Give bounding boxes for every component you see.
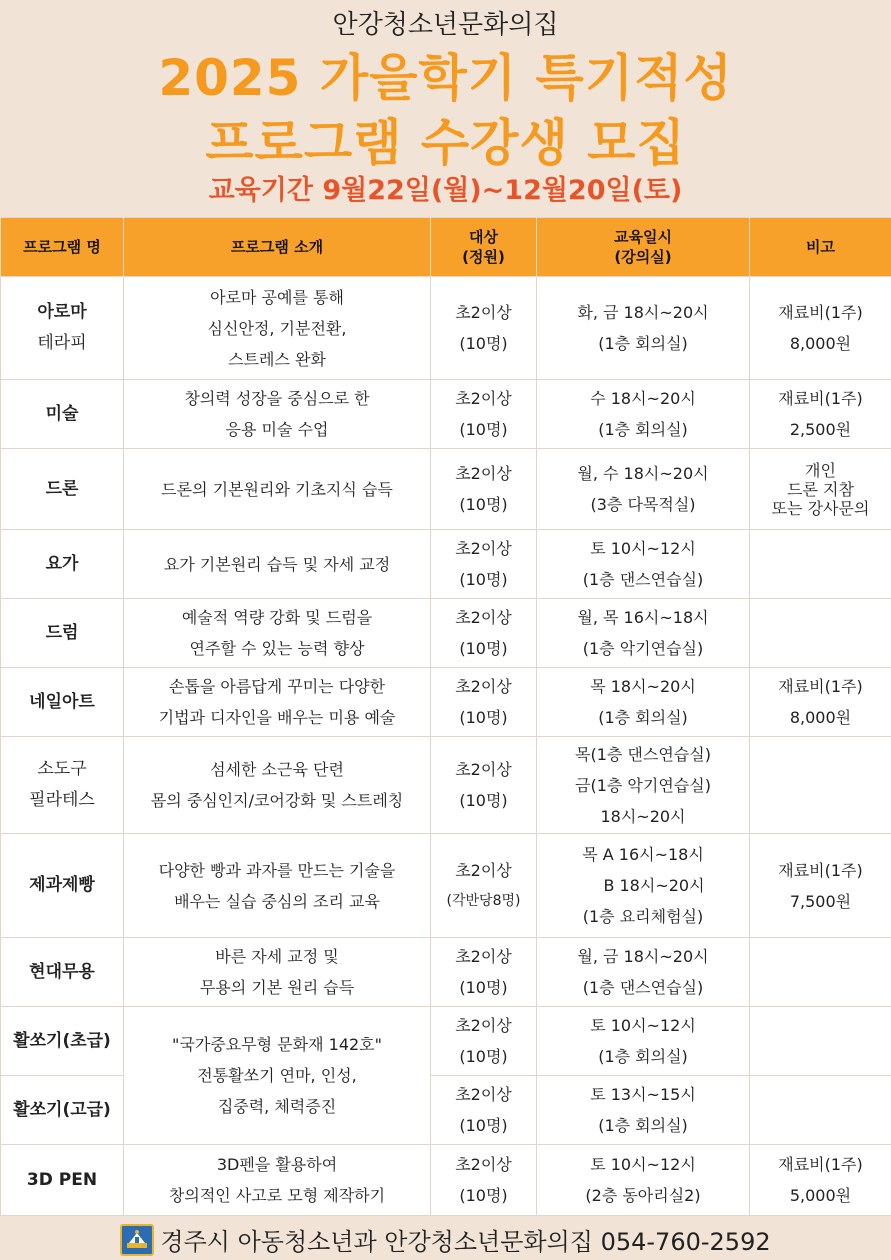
program-name-cell (1, 938, 124, 1007)
program-desc-cell (124, 668, 431, 737)
header-schedule (537, 218, 750, 277)
desc-line: 전통활쏘기 연마, 인성, (197, 1066, 357, 1085)
schedule-room: (1층 회의실) (598, 334, 688, 353)
program-table (0, 217, 891, 1216)
table-row (1, 1007, 891, 1076)
note-cell (750, 938, 891, 1007)
program-name-cell (1, 530, 124, 599)
target-cell (431, 938, 537, 1007)
footer-contact-text: 경주시 아동청소년과 안강청소년문화의집 054-760-2592 (160, 1228, 771, 1256)
program-name-cell (1, 737, 124, 834)
table-header-row (1, 218, 891, 277)
target-grade: 초2이상 (455, 677, 512, 696)
schedule-cell (537, 1007, 750, 1076)
program-desc-cell (124, 834, 431, 938)
program-table-container (0, 217, 891, 1216)
target-grade: 초2이상 (455, 464, 512, 483)
target-grade: 초2이상 (455, 760, 512, 779)
poster-title-line1: 2025 가을학기 특기적성 (158, 49, 733, 107)
target-cell (431, 1076, 537, 1145)
table-row (1, 449, 891, 530)
program-name-cell (1, 834, 124, 938)
table-row (1, 834, 891, 938)
schedule-time: 목 18시~20시 (590, 677, 696, 696)
desc-line: 3D펜을 활용하여 (216, 1155, 338, 1174)
note-line: 7,500원 (789, 891, 852, 911)
schedule-room: (1층 회의실) (598, 708, 688, 727)
target-grade: 초2이상 (455, 947, 512, 966)
schedule-day-room: 금(1층 악기연습실) (575, 775, 711, 795)
program-name: 드럼 (45, 622, 79, 643)
desc-line: 창의력 성장을 중심으로 한 (184, 389, 370, 408)
program-name-sub: 필라테스 (29, 790, 95, 810)
note-line: 개인 (805, 460, 836, 480)
table-row (1, 599, 891, 668)
note-line: 2,500원 (789, 420, 852, 439)
schedule-cell (537, 1145, 750, 1216)
schedule-room: (1층 회의실) (598, 420, 688, 439)
desc-line: 아로마 공예를 통해 (210, 287, 344, 307)
target-grade: 초2이상 (455, 860, 512, 880)
header-schedule-line1: 교육일시 (614, 228, 672, 246)
program-desc-cell (124, 530, 431, 599)
desc-line: 손톱을 아름답게 꾸미는 다양한 (168, 677, 386, 696)
target-cell (431, 449, 537, 530)
table-row (1, 380, 891, 449)
note-cell (750, 1007, 891, 1076)
schedule-cell (537, 599, 750, 668)
target-capacity: (10명) (459, 1047, 508, 1066)
program-name-cell (1, 449, 124, 530)
table-row (1, 737, 891, 834)
program-name-cell (1, 380, 124, 449)
note-cell (750, 599, 891, 668)
program-desc-cell (124, 1145, 431, 1216)
note-cell (750, 668, 891, 737)
note-cell (750, 277, 891, 380)
target-cell (431, 380, 537, 449)
schedule-time: 토 10시~12시 (590, 1016, 696, 1035)
note-line: 재료비(1주) (778, 303, 863, 322)
target-grade: 초2이상 (455, 608, 512, 627)
desc-line: 몸의 중심인지/코어강화 및 스트레칭 (150, 791, 404, 810)
note-line: 5,000원 (789, 1186, 852, 1205)
target-grade: 초2이상 (455, 1016, 512, 1035)
schedule-cell (537, 737, 750, 834)
note-line: 재료비(1주) (778, 389, 863, 408)
target-cell (431, 1007, 537, 1076)
program-desc-cell (124, 599, 431, 668)
note-line: 또는 강사문의 (771, 498, 870, 518)
schedule-time: 18시~20시 (600, 806, 686, 826)
target-capacity: (10명) (459, 1186, 508, 1205)
note-cell (750, 530, 891, 599)
note-line: 재료비(1주) (778, 677, 863, 696)
schedule-cell (537, 277, 750, 380)
schedule-time: 월, 수 18시~20시 (577, 464, 709, 483)
note-line: 8,000원 (789, 708, 852, 727)
note-cell (750, 834, 891, 938)
program-desc-cell (124, 737, 431, 834)
desc-line: 배우는 실습 중심의 조리 교육 (174, 891, 380, 911)
program-name: 활쏘기(초급) (13, 1030, 111, 1051)
desc-line: 드론의 기본원리와 기초지식 습득 (161, 479, 393, 499)
program-name: 소도구 (37, 759, 87, 779)
target-capacity: (각반당8명) (446, 892, 521, 909)
program-desc-cell (124, 449, 431, 530)
program-name: 네일아트 (29, 691, 95, 712)
note-cell (750, 1076, 891, 1145)
schedule-time: 토 10시~12시 (590, 1155, 696, 1174)
schedule-cell (537, 668, 750, 737)
note-cell (750, 737, 891, 834)
target-grade: 초2이상 (455, 389, 512, 408)
target-capacity: (10명) (459, 420, 508, 439)
schedule-cell (537, 380, 750, 449)
schedule-room: (1층 댄스연습실) (582, 570, 704, 589)
table-row (1, 938, 891, 1007)
schedule-room: (1층 회의실) (598, 1047, 688, 1066)
schedule-cell (537, 530, 750, 599)
header-program-name: 프로그램 명 (1, 218, 124, 277)
target-cell (431, 834, 537, 938)
header-target (431, 218, 537, 277)
schedule-time-b: B 18시~20시 (603, 876, 705, 895)
schedule-room: (3층 다목적실) (590, 495, 696, 514)
schedule-cell (537, 834, 750, 938)
program-desc-cell (124, 380, 431, 449)
program-name: 3D PEN (26, 1169, 98, 1190)
poster-header (0, 0, 891, 215)
note-cell (750, 1145, 891, 1216)
schedule-cell (537, 1076, 750, 1145)
table-row (1, 530, 891, 599)
desc-line: 연주할 수 있는 능력 향상 (189, 639, 365, 658)
desc-line: 스트레스 완화 (228, 349, 326, 369)
target-capacity: (10명) (459, 1116, 508, 1135)
program-name-cell (1, 1007, 124, 1076)
program-name-cell (1, 277, 124, 380)
desc-line: 창의적인 사고로 모형 제작하기 (168, 1186, 386, 1205)
target-grade: 초2이상 (455, 303, 512, 322)
note-cell (750, 449, 891, 530)
target-cell (431, 530, 537, 599)
schedule-time: 월, 목 16시~18시 (577, 608, 709, 627)
program-name-cell (1, 599, 124, 668)
note-line: 드론 지참 (787, 479, 854, 499)
desc-line: 예술적 역량 강화 및 드럼을 (181, 608, 373, 627)
program-desc-cell (124, 1007, 431, 1145)
desc-line: "국가중요무형 문화재 142호" (172, 1035, 382, 1054)
target-capacity: (10명) (459, 978, 508, 997)
gyeongju-city-emblem-icon (120, 1224, 154, 1256)
schedule-time: 토 10시~12시 (590, 539, 696, 558)
target-cell (431, 668, 537, 737)
program-desc-cell (124, 938, 431, 1007)
header-schedule-line2: (강의실) (614, 248, 672, 266)
poster-title-line2: 프로그램 수강생 모집 (205, 114, 686, 172)
program-name: 드론 (45, 478, 79, 499)
target-capacity: (10명) (459, 639, 508, 658)
program-name: 아로마 (37, 302, 87, 322)
target-capacity: (10명) (459, 708, 508, 727)
desc-line: 요가 기본원리 습득 및 자세 교정 (163, 554, 391, 574)
target-grade: 초2이상 (455, 1155, 512, 1174)
schedule-time: 월, 금 18시~20시 (577, 947, 709, 966)
desc-line: 다양한 빵과 과자를 만드는 기술을 (158, 860, 396, 880)
program-name: 미술 (45, 403, 79, 424)
table-row (1, 668, 891, 737)
desc-line: 무용의 기본 원리 습득 (199, 978, 355, 997)
note-line: 재료비(1주) (778, 860, 863, 880)
target-grade: 초2이상 (455, 539, 512, 558)
target-cell (431, 277, 537, 380)
schedule-room: (1층 요리체험실) (582, 907, 704, 926)
schedule-room: (1층 댄스연습실) (582, 978, 704, 997)
note-cell (750, 380, 891, 449)
schedule-time-a: 목 A 16시~18시 (582, 845, 704, 864)
education-period: 교육기간 9월22일(월)~12월20일(토) (208, 175, 683, 206)
organization-name: 안강청소년문화의집 (332, 10, 559, 40)
desc-line: 집중력, 체력증진 (217, 1097, 337, 1116)
table-row (1, 1145, 891, 1216)
program-name-cell (1, 668, 124, 737)
target-grade: 초2이상 (455, 1085, 512, 1104)
desc-line: 섬세한 소근육 단련 (210, 760, 344, 779)
desc-line: 응용 미술 수업 (225, 420, 329, 439)
program-name: 현대무용 (29, 961, 95, 982)
desc-line: 심신안정, 기분전환, (207, 318, 347, 338)
note-line: 재료비(1주) (778, 1155, 863, 1174)
header-note: 비고 (750, 218, 891, 277)
schedule-time: 토 13시~15시 (590, 1085, 696, 1104)
schedule-room: (1층 악기연습실) (582, 639, 704, 658)
program-name: 요가 (45, 553, 79, 574)
target-cell (431, 599, 537, 668)
table-row (1, 277, 891, 380)
target-capacity: (10명) (459, 791, 508, 810)
schedule-cell (537, 449, 750, 530)
schedule-room: (2층 동아리실2) (585, 1186, 701, 1205)
desc-line: 바른 자세 교정 및 (215, 947, 339, 966)
target-capacity: (10명) (459, 334, 508, 353)
schedule-cell (537, 938, 750, 1007)
target-capacity: (10명) (459, 495, 508, 514)
program-desc-cell (124, 277, 431, 380)
schedule-day-room: 목(1층 댄스연습실) (575, 744, 711, 764)
header-program-desc: 프로그램 소개 (124, 218, 431, 277)
header-target-line2: (정원) (462, 248, 505, 266)
program-name: 제과제빵 (29, 875, 95, 895)
footer-contact (0, 1219, 891, 1260)
program-name-sub: 테라피 (37, 333, 87, 353)
header-target-line1: 대상 (469, 228, 498, 246)
schedule-room: (1층 회의실) (598, 1116, 688, 1135)
program-name-cell (1, 1076, 124, 1145)
program-name-cell (1, 1145, 124, 1216)
desc-line: 기법과 디자인을 배우는 미용 예술 (158, 708, 396, 727)
target-cell (431, 737, 537, 834)
target-capacity: (10명) (459, 570, 508, 589)
program-name: 활쏘기(고급) (13, 1099, 111, 1120)
note-line: 8,000원 (789, 334, 852, 353)
schedule-time: 수 18시~20시 (590, 389, 696, 408)
target-cell (431, 1145, 537, 1216)
schedule-time: 화, 금 18시~20시 (577, 303, 709, 322)
